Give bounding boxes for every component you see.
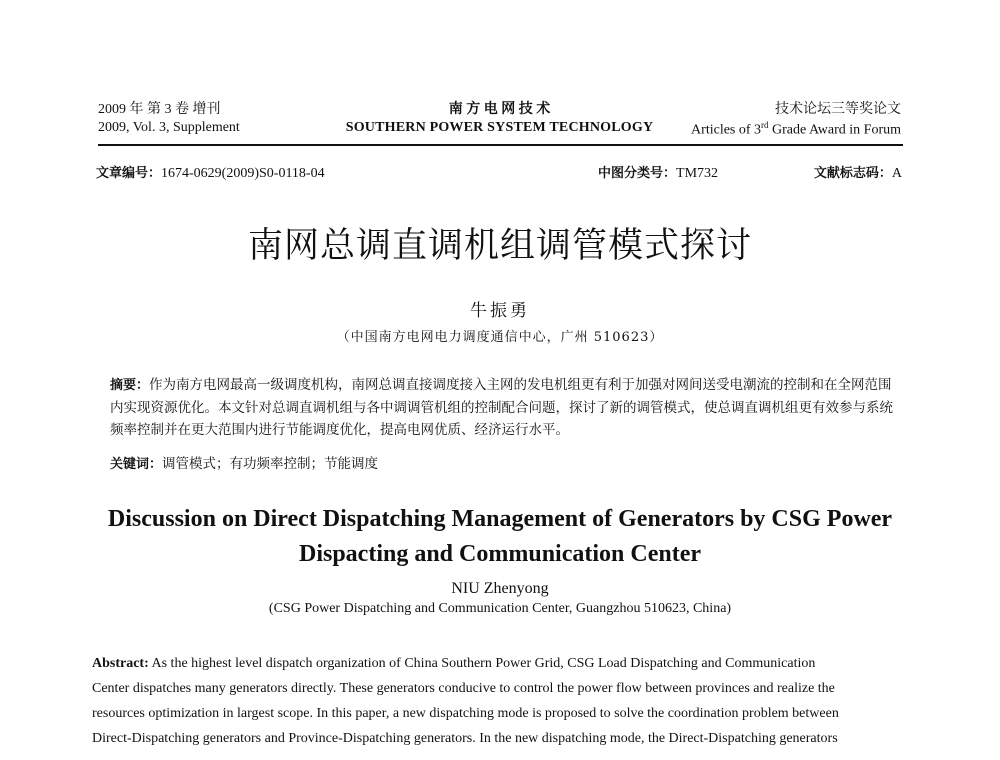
english-title: Discussion on Direct Dispatching Management of Generators by CSG Power Dispacting and Communication Center [107,506,893,567]
english-abstract [92,651,906,751]
journal-issue-en: 2009, Vol. 3, Supplement [98,120,240,135]
article-meta [96,162,902,182]
header-rule [98,144,903,146]
clc-number-label: 中图分类号： [598,166,677,181]
english-abstract-line-text: As the highest level dispatch organization of China Southern Power Grid, CSG Load Dispatching and Communication [151,656,816,671]
chinese-abstract-label: 摘要： [110,378,150,393]
english-abstract-line: resources optimization in largest scope. In this paper, a new dispatching mode is proposed to solve the coordination problem between [92,706,839,721]
award-note-en [691,120,901,139]
english-abstract-line: Direct-Dispatching generators and Province-Dispatching generators. In the new dispatching mode, the Direct-Dispatching generators [92,731,838,746]
english-author: NIU Zhenyong [451,580,549,597]
award-note-cn: 技术论坛三等奖论文 [775,102,901,117]
english-abstract-label: Abstract: [92,656,149,671]
clc-number-value: TM732 [676,166,719,181]
document-code-value: A [891,166,902,181]
document-code [814,162,902,182]
journal-name-en: SOUTHERN POWER SYSTEM TECHNOLOGY [345,120,654,135]
award-note-en-post: Grade Award in Forum [768,122,901,138]
chinese-title: 南网总调直调机组调管模式探讨 [247,226,752,266]
chinese-keywords-label: 关键词： [110,457,163,472]
award-note-en-pre: Articles of 3 [691,122,762,138]
document-code-label: 文献标志码： [813,166,892,181]
journal-name-cn: 南 方 电 网 技 术 [448,102,551,117]
journal-issue-cn: 2009 年 第 3 卷 增刊 [98,102,221,117]
journal-header-row-english [98,120,901,142]
article-number-label: 文章编号： [96,166,162,181]
english-abstract-line: Center dispatches many generators directly. These generators conducive to control the power flow between provinces and realize the [92,681,835,696]
chinese-keywords [110,452,900,472]
article-number [96,162,325,182]
chinese-abstract [110,374,900,441]
english-affiliation: (CSG Power Dispatching and Communication Center, Guangzhou 510623, China) [268,601,732,616]
chinese-affiliation: （中国南方电网电力调度通信中心，广州 510623） [336,330,664,345]
award-note-en-sup: rd [761,120,769,130]
chinese-abstract-text: 作为南方电网最高一级调度机构，南网总调直接调度接入主网的发电机组更有利于加强对网间送受电潮流的控制和在全网范围内实现资源优化。本文针对总调直调机组与各中调调管机组的控制配合问题，探讨了新的调管模式，使总调直调机组更有效参与系统频率控制并在更大范围内进行节能调度优化，提高电网优质、经济运行水平。 [110,377,893,438]
article-number-value: 1674-0629(2009)S0-0118-04 [161,166,325,181]
clc-number [598,162,718,182]
journal-header [98,98,901,142]
english-abstract-line [92,651,906,676]
journal-header-row-chinese [98,98,901,120]
chinese-keywords-text: 调管模式；有功频率控制；节能调度 [162,456,379,472]
chinese-author: 牛振勇 [470,301,530,321]
